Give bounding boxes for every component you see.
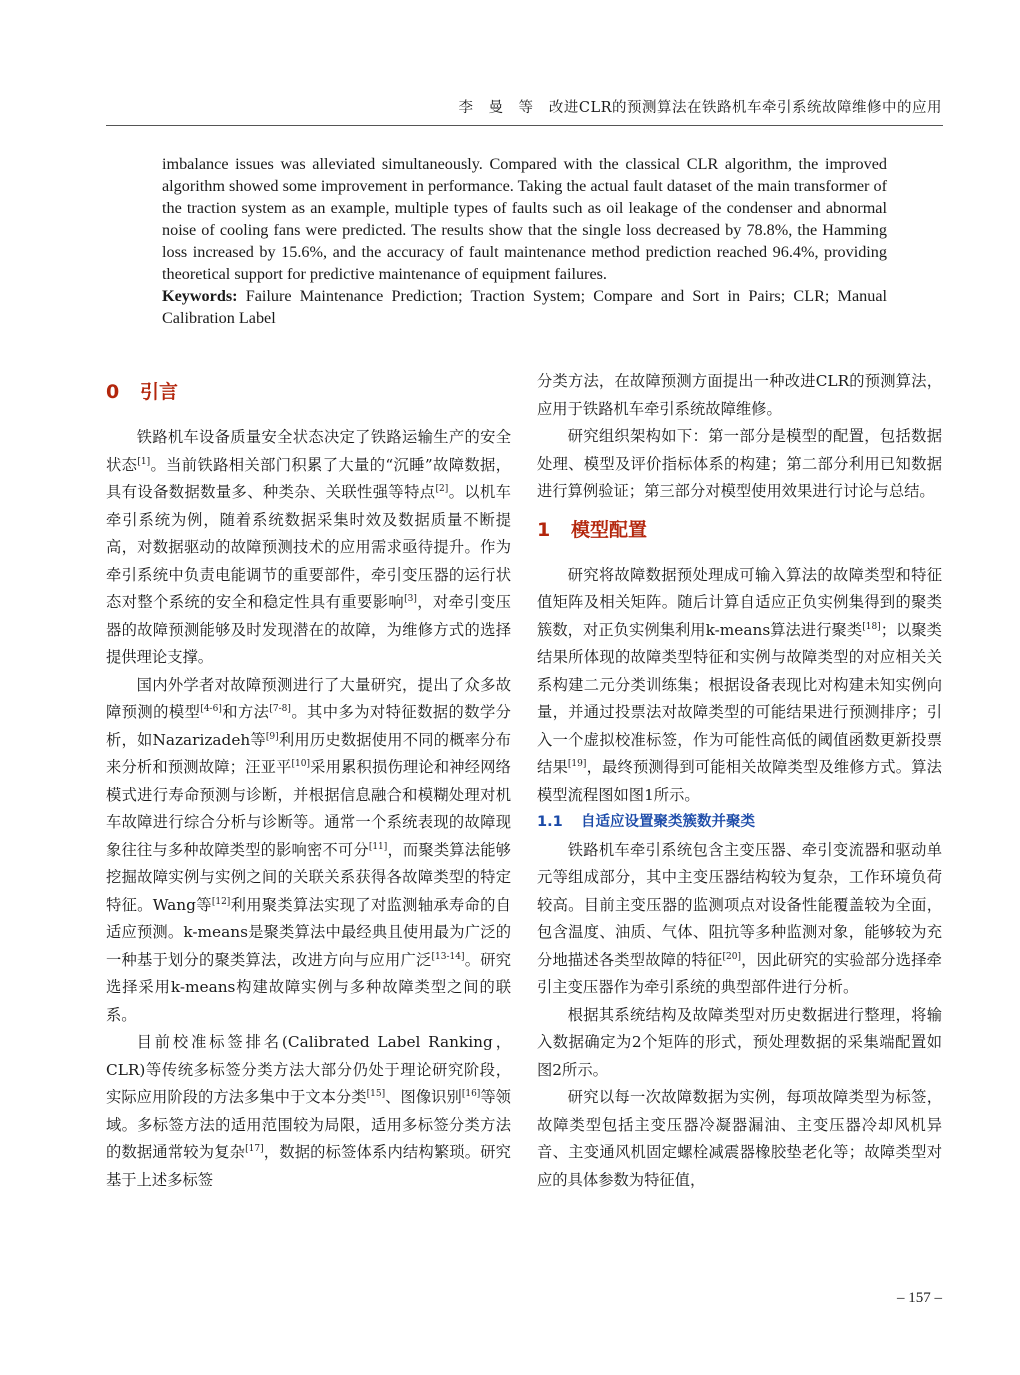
citation[interactable]: [12] bbox=[211, 896, 231, 907]
left-column bbox=[106, 368, 511, 1194]
subsection-number: 1.1 bbox=[537, 814, 563, 830]
intro-paragraph-3: 目前校准标签排名(Calibrated Label Ranking，CLR)等传统多标签分类方法大部分仍处于理论研究阶段，实际应用阶段的方法多集中于文本分类[15]、图像识别[16]等领域。多标签方法的适用范围较为局限，适用多标签分类方法的数据通常较为复杂[17]，数据的标签体系内结构繁琐。研究基于上述多标签 bbox=[106, 1033, 511, 1189]
keywords-line bbox=[162, 285, 887, 329]
keywords-label: Keywords: bbox=[162, 287, 238, 305]
keywords-text: Failure Maintenance Prediction; Traction System; Compare and Sort in Pairs; CLR; Manual Calibration Label bbox=[162, 287, 888, 327]
subsection-paragraph-3: 研究以每一次故障数据为实例，每项故障类型为标签，故障类型包括主变压器冷凝器漏油、主变压器冷却风机异音、主变通风机固定螺栓减震器橡胶垫老化等；故障类型对应的具体参数为特征值， bbox=[537, 1088, 942, 1189]
citation[interactable]: [11] bbox=[368, 841, 388, 852]
running-header bbox=[440, 96, 942, 117]
subsection-title: 自适应设置聚类簇数并聚类 bbox=[581, 814, 755, 830]
citation[interactable]: [7-8] bbox=[269, 704, 291, 714]
header-authors: 李 曼 等 bbox=[458, 100, 534, 116]
section-heading-intro bbox=[106, 370, 511, 416]
citation[interactable]: [3] bbox=[404, 594, 417, 604]
section-heading-model bbox=[537, 508, 942, 554]
subsection-paragraph-2: 根据其系统结构及故障类型对历史数据进行整理，将输入数据确定为2个矩阵的形式，预处理数据的采集端配置如图2所示。 bbox=[537, 1005, 942, 1079]
model-paragraph-1: 研究将故障数据预处理成可输入算法的故障类型和特征值矩阵及相关矩阵。随后计算自适应正负实例集得到的聚类簇数，对正负实例集利用k-means算法进行聚类[18]；以聚类结果所体现的故障类型特征和实例与故障类型的对应相关关系构建二元分类训练集；根据设备表现比对构建未知实例向量，并通过投票法对故障类型的可能结果进行预测排序；引入一个虚拟校准标签，作为可能性高低的阈值函数更新投票结果[19]，最终预测得到可能相关故障类型及维修方式。算法模型流程图如图1所示。 bbox=[537, 565, 942, 804]
citation[interactable]: [4-6] bbox=[200, 704, 222, 714]
section-number: 1 bbox=[537, 518, 551, 541]
section-number: 0 bbox=[106, 381, 120, 404]
citation[interactable]: [16] bbox=[461, 1089, 481, 1099]
citation[interactable]: [15] bbox=[366, 1089, 386, 1099]
citation[interactable]: [9] bbox=[265, 731, 279, 742]
intro-paragraph-2: 国内外学者对故障预测进行了大量研究，提出了众多故障预测的模型[4-6]和方法[7-8]。其中多为对特征数据的数学分析，如Nazarizadeh等[9]利用历史数据使用不同的概率分布来分析和预测故障；汪亚平[10]采用累积损伤理论和神经网络模式进行寿命预测与诊断，并根据信息融合和模糊处理对机车故障进行综合分析与诊断等。通常一个系统表现的故障现象往往与多种故障类型的影响密不可分[11]，而聚类算法能够挖掘故障实例与实例之间的关联关系获得各故障类型的特定特征。Wang等[12]利用聚类算法实现了对监测轴承寿命的自适应预测。k-means是聚类算法中最经典且使用最为广泛的一种基于划分的聚类算法，改进方向与应用广泛[13-14]。研究选择采用k-means构建故障实例与多种故障类型之间的联系。 bbox=[106, 675, 511, 1024]
citation[interactable]: [2] bbox=[435, 484, 449, 494]
right-column bbox=[537, 368, 942, 1194]
citation[interactable]: [19] bbox=[567, 759, 587, 769]
english-abstract bbox=[162, 153, 887, 329]
citation[interactable]: [18] bbox=[862, 621, 881, 632]
intro-paragraph-1: 铁路机车设备质量安全状态决定了铁路运输生产的安全状态[1]。当前铁路相关部门积累了大量的“沉睡”故障数据，具有设备数据数量多、种类杂、关联性强等特点[2]。以机车牵引系统为例，随着系统数据采集时效及数据质量不断提高，对数据驱动的故障预测技术的应用需求亟待提升。作为牵引系统中负责电能调节的重要部件，牵引变压器的运行状态对整个系统的安全和稳定性具有重要影响[3]，对牵引变压器的故障预测能够及时发现潜在的故障，为维修方式的选择提供理论支撑。 bbox=[106, 428, 511, 666]
intro-paragraph-5: 研究组织架构如下：第一部分是模型的配置，包括数据处理、模型及评价指标体系的构建；第二部分利用已知数据进行算例验证；第三部分对模型使用效果进行讨论与总结。 bbox=[537, 427, 942, 500]
header-title: 改进CLR的预测算法在铁路机车牵引系统故障维修中的应用 bbox=[548, 100, 942, 116]
header-rule bbox=[106, 125, 943, 126]
section-title: 模型配置 bbox=[571, 518, 648, 541]
abstract-text: imbalance issues was alleviated simultaneously. Compared with the classical CLR algorithm, the improved algorithm showed some improvement in performance. Taking the actual fault dataset of the main transformer of the traction system as an example, multiple types of faults such as oil leakage of the condenser and abnormal noise of cooling fans were predicted. The results show that the single loss decreased by 78.8%, the Hamming loss increased by 15.6%, and the accuracy of fault maintenance method prediction reached 96.4%, providing theoretical support for predictive maintenance of equipment failures. bbox=[162, 155, 887, 283]
subsection-heading bbox=[537, 809, 942, 837]
citation[interactable]: [13-14] bbox=[431, 951, 465, 962]
page-number: – 157 – bbox=[897, 1290, 942, 1306]
intro-paragraph-4: 分类方法，在故障预测方面提出一种改进CLR的预测算法，应用于铁路机车牵引系统故障维修。 bbox=[537, 372, 942, 418]
citation[interactable]: [10] bbox=[291, 759, 310, 769]
citation[interactable]: [17] bbox=[245, 1144, 264, 1154]
citation[interactable]: [1] bbox=[137, 456, 151, 467]
subsection-paragraph-1: 铁路机车牵引系统包含主变压器、牵引变流器和驱动单元等组成部分，其中主变压器结构较为复杂，工作环境负荷较高。目前主变压器的监测项点对设备性能覆盖较为全面，包含温度、油质、气体、阻抗等多种监测对象，能够较为充分地描述各类型故障的特征[20]，因此研究的实验部分选择牵引主变压器作为牵引系统的典型部件进行分析。 bbox=[537, 840, 942, 996]
citation[interactable]: [20] bbox=[722, 951, 741, 962]
section-title: 引言 bbox=[140, 381, 179, 404]
